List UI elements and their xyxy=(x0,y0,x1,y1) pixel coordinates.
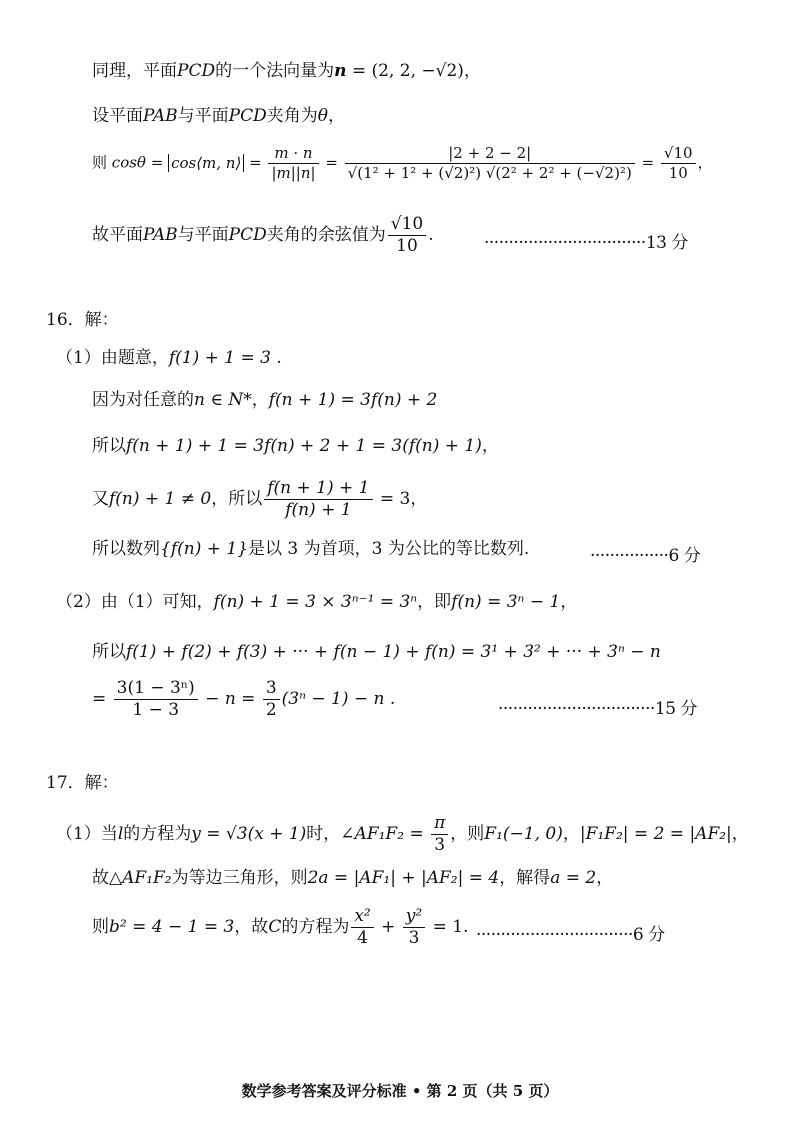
fraction-ratio: $\frac{f(n + 1) + 1}{f(n) + 1}$ xyxy=(264,480,372,519)
q15-line-cos-formula: 则 cosθ = cos⟨m, n⟩ = $\frac{m \cdot n}{|m||n|}$ = $\frac{|2 + 2 - 2|}{\text{√(1² + 1² + (√2)²) √(2² + 2² + (−√2)²)}}$ = $\frac{√10}{10}$ ， xyxy=(92,144,713,182)
score-leader-6b: ································6 分 xyxy=(476,925,665,945)
q16-part1-line2: 因为对任意的n ∈ N*，f(n + 1) = 3f(n) + 2 xyxy=(92,390,438,410)
q17-part1-line2: 故△AF₁F₂为等边三角形，则2a = |AF₁| + |AF₂| = 4，解得a = 2， xyxy=(92,868,614,888)
fraction-cos-value: $\frac{√10}{10}$ xyxy=(388,216,426,255)
fraction-geometric-sum: $\frac{\text{3(1 − 3ⁿ)}}{1 - 3}$ xyxy=(114,680,198,719)
q16-part1-line3: 所以f(n + 1) + 1 = 3f(n) + 2 + 1 = 3(f(n) + 1)， xyxy=(92,436,499,456)
q16-part2-line1: （2）由（1）可知，f(n) + 1 = 3 × 3ⁿ⁻¹ = 3ⁿ，即f(n) = 3ⁿ − 1， xyxy=(56,592,578,612)
fraction-pi-third: $\frac{\pi}{3}$ xyxy=(431,815,448,854)
fraction-mn: $\frac{m \cdot n}{|m||n|}$ xyxy=(268,146,318,181)
q15-line-angle-def: 设平面PAB与平面PCD夹角为θ， xyxy=(92,106,345,126)
q16-part1-line1: （1）由题意，f(1) + 1 = 3 . xyxy=(56,348,282,368)
q17-heading: 17．解： xyxy=(46,773,119,793)
q16-part2-line2: 所以f(1) + f(2) + f(3) + ··· + f(n − 1) + f(n) = 3¹ + 3² + ··· + 3ⁿ − n xyxy=(92,642,661,662)
page-footer: 数学参考答案及评分标准 • 第 2 页（共 5 页） xyxy=(241,1082,559,1100)
q15-line-normal-vector: 同理，平面PCD的一个法向量为n = (2, 2, −√2)， xyxy=(92,61,481,81)
q17-part1-line1: （1）当l的方程为y = √3(x + 1)时，∠AF₁F₂ = $\frac{\pi}{3}$ ，则F₁(−1, 0)，|F₁F₂| = 2 = |AF₂|， xyxy=(56,813,749,855)
q16-part1-line4: 又f(n) + 1 ≠ 0，所以 $\frac{f(n + 1) + 1}{f(n) + 1}$ = 3， xyxy=(92,478,428,520)
fraction-big: $\frac{|2 + 2 - 2|}{\text{√(1² + 1² + (√2)²) √(2² + 2² + (−√2)²)}}$ xyxy=(345,146,635,181)
score-leader-13: ·································13 分 xyxy=(484,233,688,253)
q15-line-conclusion: 故平面PAB与平面PCD夹角的余弦值为 $\frac{√10}{10}$ . xyxy=(92,214,434,256)
abs-cos: cos⟨m, n⟩ xyxy=(168,154,244,172)
fraction-x2-over-4: $\frac{\text{x²}}{4}$ xyxy=(351,908,373,947)
score-leader-15: ································15 分 xyxy=(498,699,697,719)
q16-heading: 16．解： xyxy=(46,310,119,330)
score-leader-6a: ················6 分 xyxy=(590,546,701,566)
fraction-three-halves: $\frac{3}{2}$ xyxy=(263,680,280,719)
q16-part2-line3: = $\frac{\text{3(1 − 3ⁿ)}}{1 - 3}$ − n = $\frac{3}{2}$ (3ⁿ − 1) − n . xyxy=(92,678,396,720)
fraction-y2-over-3: $\frac{\text{y²}}{3}$ xyxy=(403,908,425,947)
q16-part1-line5: 所以数列{f(n) + 1}是以 3 为首项，3 为公比的等比数列. xyxy=(92,539,530,559)
fraction-result: $\frac{√10}{10}$ xyxy=(661,146,696,181)
q17-part1-line3: 则b² = 4 − 1 = 3，故C的方程为 $\frac{\text{x²}}{4}$ + $\frac{\text{y²}}{3}$ = 1. xyxy=(92,906,469,948)
